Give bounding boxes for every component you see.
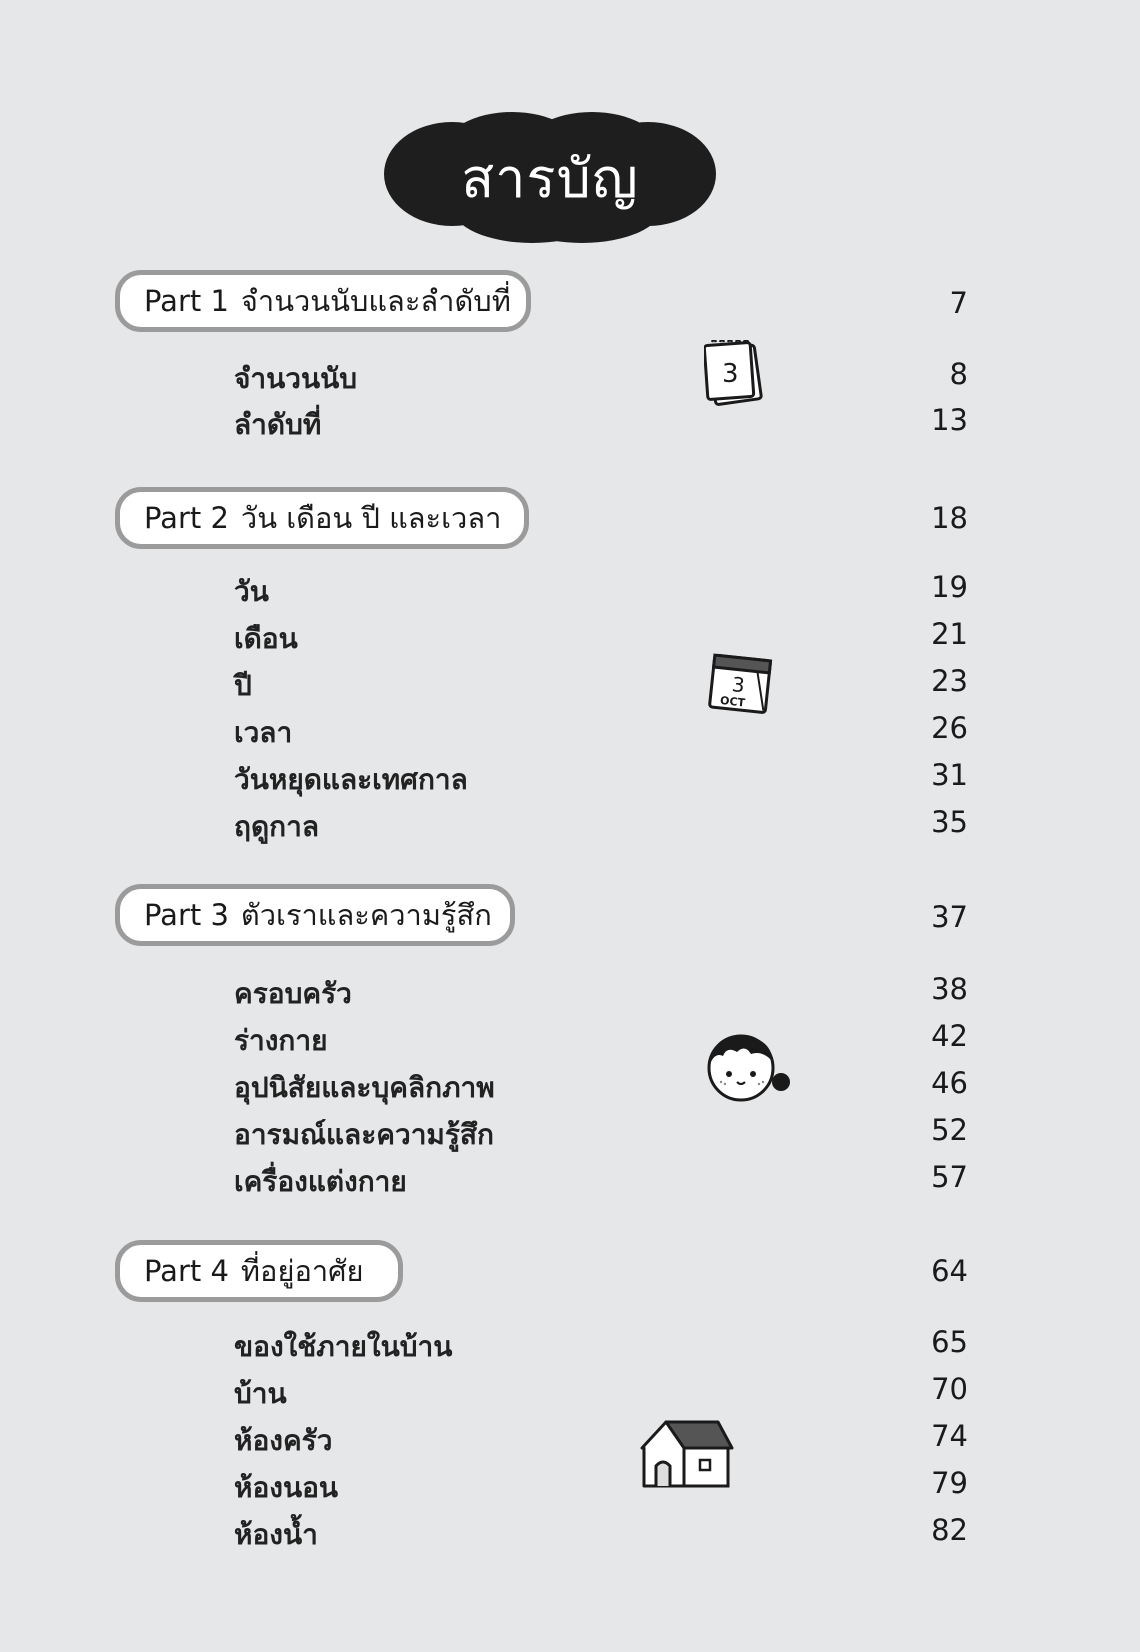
list-item-page: 79 (931, 1466, 968, 1500)
list-item[interactable]: บ้าน (234, 1377, 287, 1410)
list-item[interactable]: เวลา (234, 716, 293, 749)
list-item[interactable]: อารมณ์และความรู้สึก (234, 1118, 494, 1151)
list-item-page: 19 (931, 570, 968, 604)
part-1-header[interactable] (115, 270, 531, 332)
part-4-page: 64 (931, 1254, 968, 1288)
list-item-page: 70 (931, 1372, 968, 1406)
list-item-page: 31 (931, 758, 968, 792)
part-4-header[interactable] (115, 1240, 403, 1302)
list-item[interactable]: ลำดับที่ (234, 408, 322, 441)
list-item-page: 52 (931, 1113, 968, 1147)
part-3-title: ตัวเราและความรู้สึก (240, 898, 492, 932)
part-1-page: 7 (949, 286, 968, 320)
page-title: สารบัญ (461, 147, 639, 210)
list-item-page: 42 (931, 1019, 968, 1053)
list-item-page: 74 (931, 1419, 968, 1453)
house-icon (638, 1418, 734, 1494)
list-item[interactable]: วัน (234, 575, 269, 608)
list-item-page: 21 (931, 617, 968, 651)
list-item-page: 38 (931, 972, 968, 1006)
girl-face-icon (703, 1030, 791, 1108)
list-item-page: 65 (931, 1325, 968, 1359)
part-3-label: Part 3 (144, 898, 229, 932)
list-item[interactable]: ปี (234, 669, 252, 702)
title-cloud (382, 112, 718, 244)
part-3-header[interactable] (115, 884, 515, 946)
list-item-page: 26 (931, 711, 968, 745)
calendar-3-oct-icon (706, 652, 776, 720)
part-2-header[interactable] (115, 487, 529, 549)
part-4-title: ที่อยู่อาศัย (240, 1254, 364, 1288)
svg-text:3: 3 (730, 672, 746, 698)
list-item[interactable]: ห้องนอน (234, 1471, 339, 1504)
list-item-page: 8 (949, 357, 968, 391)
list-item[interactable]: ฤดูกาล (234, 810, 319, 843)
list-item[interactable]: เดือน (234, 622, 298, 655)
list-item-page: 57 (931, 1160, 968, 1194)
list-item[interactable]: ของใช้ภายในบ้าน (234, 1330, 453, 1363)
part-2-label: Part 2 (144, 501, 229, 535)
part-4-label: Part 4 (144, 1254, 229, 1288)
list-item[interactable]: จำนวนนับ (234, 362, 358, 395)
part-3-page: 37 (931, 900, 968, 934)
svg-text:3: 3 (722, 359, 739, 389)
list-item-page: 13 (931, 403, 968, 437)
part-1-label: Part 1 (144, 284, 229, 318)
part-1-title: จำนวนนับและลำดับที่ (240, 284, 511, 318)
list-item-page: 46 (931, 1066, 968, 1100)
list-item-page: 82 (931, 1513, 968, 1547)
list-item[interactable]: ครอบครัว (234, 977, 352, 1010)
part-2-page: 18 (931, 501, 968, 535)
list-item[interactable]: ห้องครัว (234, 1424, 333, 1457)
notepad-3-icon (704, 340, 764, 410)
list-item[interactable]: ห้องน้ำ (234, 1518, 318, 1551)
list-item-page: 23 (931, 664, 968, 698)
svg-text:OCT: OCT (719, 693, 746, 710)
list-item-page: 35 (931, 805, 968, 839)
list-item[interactable]: ร่างกาย (234, 1024, 328, 1057)
list-item[interactable]: อุปนิสัยและบุคลิกภาพ (234, 1071, 495, 1104)
part-2-title: วัน เดือน ปี และเวลา (240, 501, 502, 535)
list-item[interactable]: วันหยุดและเทศกาล (234, 763, 468, 796)
list-item[interactable]: เครื่องแต่งกาย (234, 1165, 407, 1198)
